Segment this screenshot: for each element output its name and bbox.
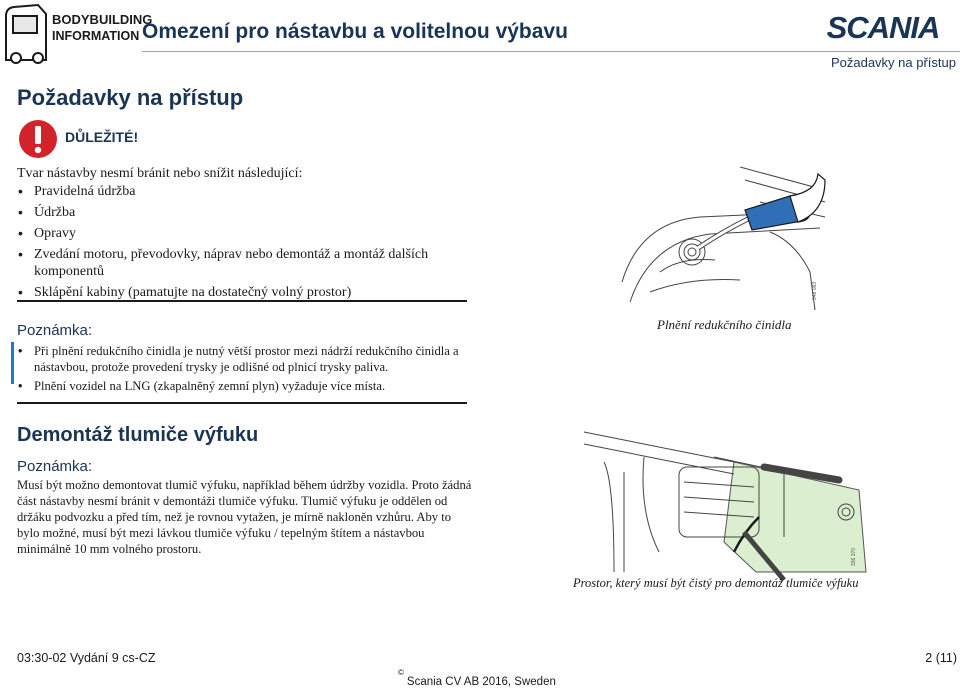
header-divider <box>142 51 960 52</box>
note-label: Poznámka: <box>17 322 93 339</box>
list-item: • Sklápění kabiny (pamatujte na dostatečný volný prostor) <box>17 284 437 301</box>
logo-line-1: BODYBUILDING <box>52 12 153 27</box>
figure-id: 336 370 <box>851 547 857 566</box>
muffler-removal-illustration <box>584 422 866 580</box>
page-number: 2 (11) <box>925 651 957 665</box>
list-item: • Při plnění redukčního činidla je nutný větší prostor mezi nádrží redukčního činidla a nástavbou, protože provedení trysky je odlišné od plnicí trysky paliva. <box>17 343 472 375</box>
figure-caption: Prostor, který musí být čistý pro demontáž tlumiče výfuku <box>573 576 859 590</box>
list-item: • Údržba <box>17 204 437 221</box>
list-item: • Plnění vozidel na LNG (zkapalněný zemní plyn) vyžaduje více místa. <box>17 378 472 394</box>
note-label: Poznámka: <box>17 458 93 475</box>
copyright-text: Scania CV AB 2016, Sweden <box>406 675 556 688</box>
figure-id: 348 083 <box>812 281 818 300</box>
list-item: • Opravy <box>17 225 437 242</box>
document-reference: 03:30-02 Vydání 9 cs-CZ <box>17 651 156 665</box>
header-section-name: Požadavky na přístup <box>830 55 956 70</box>
scania-logo <box>808 10 958 44</box>
list-item: • Zvedání motoru, převodovky, náprav nebo demontáž a montáž dalších komponentů <box>17 246 437 280</box>
access-requirements-list <box>17 183 437 305</box>
logo-line-2: INFORMATION <box>52 29 140 43</box>
section-title-access: Požadavky na přístup <box>17 85 244 110</box>
figure-caption: Plnění redukčního činidla <box>657 317 792 332</box>
note-list <box>17 343 472 397</box>
muffler-paragraph: Musí být možno demontovat tlumič výfuku, například během údržby vozidla. Proto žádná část nástavby nesmí bránit v demontáži tlumiče výfuku. Tlumič výfuku je oddělen od držáku podvozku a před tím, než je rovnou vytažen, je mírně nakloněn vzhůru. Aby to bylo možné, musí být mezi lávkou tlumiče výfuku / tepelným štítem a nástavbou minimálně 10 mm volného prostoru. <box>17 478 472 556</box>
copyright <box>398 668 556 688</box>
bodybuilding-information-logo <box>2 2 153 64</box>
important-intro: Tvar nástavby nesmí bránit nebo snížit následující: <box>17 166 303 181</box>
reductant-filling-illustration <box>620 162 832 310</box>
divider <box>17 402 467 404</box>
brand-wordmark: SCANIA <box>826 10 940 45</box>
important-label: DŮLEŽITÉ! <box>65 129 139 145</box>
document-title: Omezení pro nástavbu a volitelnou výbavu <box>142 20 568 43</box>
copyright-symbol: © <box>398 668 404 677</box>
warning-icon <box>18 119 58 159</box>
list-item: • Pravidelná údržba <box>17 183 437 200</box>
divider <box>17 300 467 302</box>
section-title-muffler: Demontáž tlumiče výfuku <box>17 424 259 446</box>
note-change-bar <box>11 342 14 384</box>
